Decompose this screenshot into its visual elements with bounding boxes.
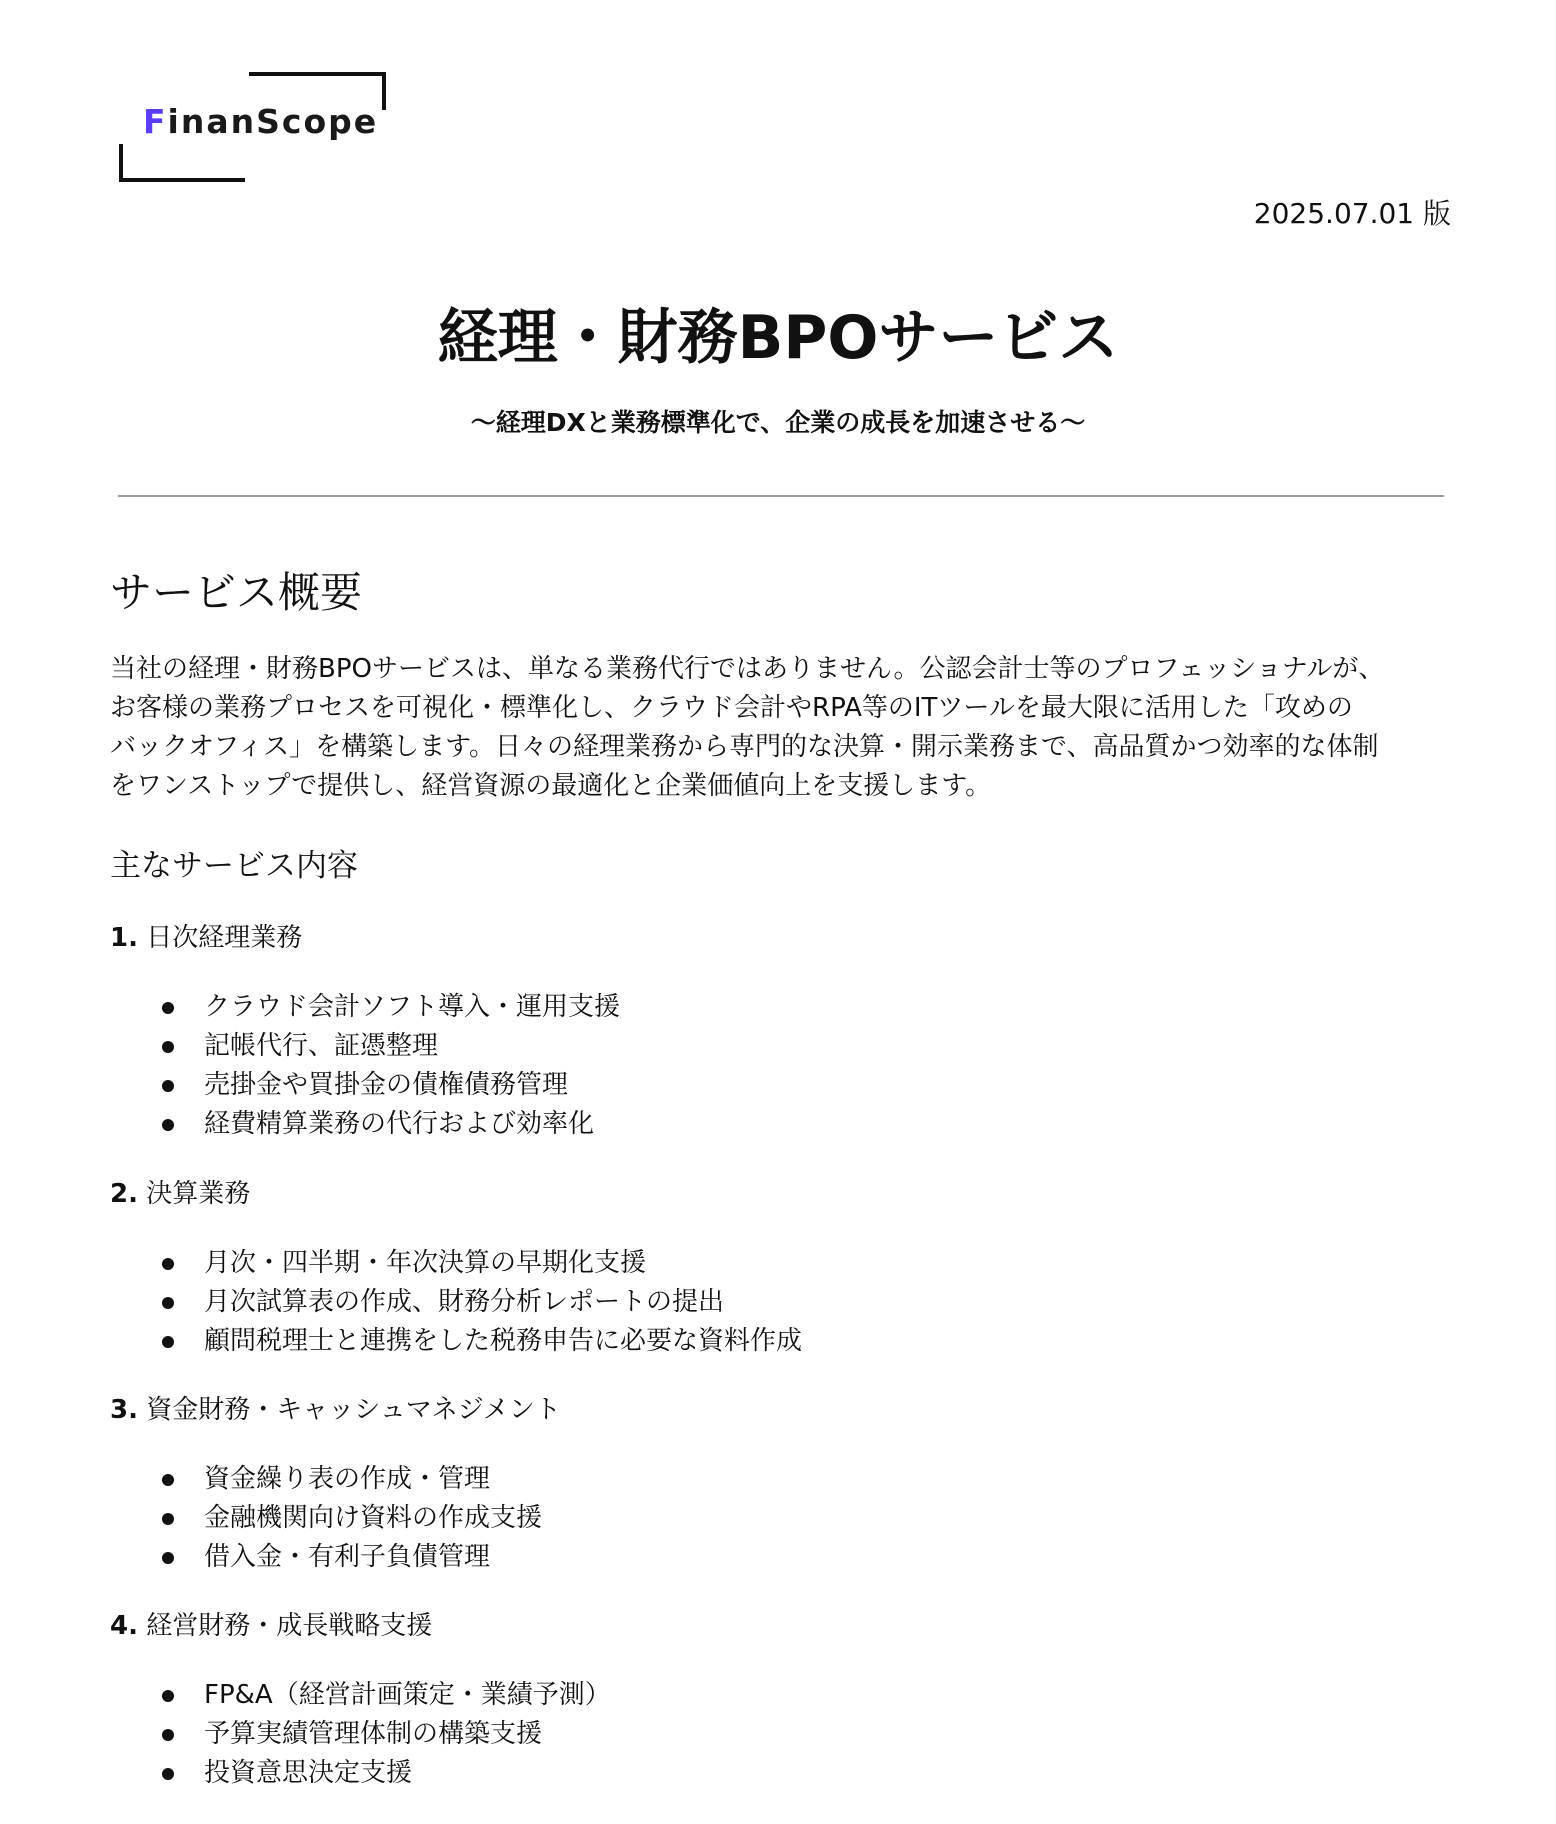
logo-accent-letter: F xyxy=(143,102,168,141)
service-group-growth-strategy xyxy=(110,1606,611,1793)
overview-heading: サービス概要 xyxy=(110,568,363,617)
list-item xyxy=(110,1244,802,1283)
service-group-title xyxy=(110,918,620,958)
bullet-icon xyxy=(162,1002,174,1014)
service-group-title xyxy=(110,1390,561,1430)
list-item xyxy=(110,1283,802,1322)
list-item-text: クラウド会計ソフト導入・運用支援 xyxy=(204,992,621,1022)
list-item xyxy=(110,1322,802,1361)
list-item-text: 月次試算表の作成、財務分析レポートの提出 xyxy=(204,1287,725,1317)
bullet-icon xyxy=(162,1297,174,1309)
overview-line: お客様の業務プロセスを可視化・標準化し、クラウド会計やRPA等のITツールを最大限に活用した「攻めの xyxy=(110,693,1353,723)
title-divider xyxy=(118,495,1444,497)
service-group-title xyxy=(110,1606,611,1646)
bullet-icon xyxy=(162,1258,174,1270)
list-item-text: 金融機関向け資料の作成支援 xyxy=(204,1503,543,1533)
service-group-cash-management xyxy=(110,1390,561,1577)
list-item xyxy=(110,988,620,1027)
service-group-closing xyxy=(110,1174,802,1361)
overview-paragraph xyxy=(110,650,1455,806)
logo-wordmark xyxy=(143,102,378,141)
bullet-icon xyxy=(162,1474,174,1486)
document-subtitle: 〜経理DXと業務標準化で、企業の成長を加速させる〜 xyxy=(470,408,1086,437)
overview-line: バックオフィス」を構築します。日々の経理業務から専門的な決算・開示業務まで、高品質かつ効率的な体制 xyxy=(110,732,1379,762)
overview-line: 当社の経理・財務BPOサービスは、単なる業務代行ではありません。公認会計士等のプロフェッショナルが、 xyxy=(110,654,1385,684)
list-item xyxy=(110,1676,611,1715)
service-group-label: 決算業務 xyxy=(146,1179,251,1209)
bullet-icon xyxy=(162,1729,174,1741)
service-group-title xyxy=(110,1174,802,1214)
logo-bracket-bottom-left xyxy=(119,144,245,182)
service-group-label: 日次経理業務 xyxy=(146,923,303,953)
service-item-list xyxy=(110,988,620,1144)
list-item xyxy=(110,1715,611,1754)
company-logo xyxy=(119,72,384,180)
list-item xyxy=(110,1754,611,1793)
service-item-list xyxy=(110,1676,611,1793)
logo-wordmark-rest: inanScope xyxy=(167,102,379,141)
service-group-number: 2. xyxy=(110,1179,138,1209)
list-item xyxy=(110,1066,620,1105)
bullet-icon xyxy=(162,1513,174,1525)
bullet-icon xyxy=(162,1080,174,1092)
service-group-number: 3. xyxy=(110,1395,138,1425)
list-item-text: 投資意思決定支援 xyxy=(204,1758,413,1788)
service-group-label: 資金財務・キャッシュマネジメント xyxy=(146,1395,561,1425)
bullet-icon xyxy=(162,1552,174,1564)
list-item xyxy=(110,1460,561,1499)
list-item-text: 借入金・有利子負債管理 xyxy=(204,1542,491,1572)
bullet-icon xyxy=(162,1336,174,1348)
list-item-text: 売掛金や買掛金の債権債務管理 xyxy=(204,1070,569,1100)
version-label: 2025.07.01 版 xyxy=(1253,197,1451,230)
document-title: 経理・財務BPOサービス xyxy=(437,303,1119,373)
service-item-list xyxy=(110,1244,802,1361)
list-item xyxy=(110,1499,561,1538)
bullet-icon xyxy=(162,1768,174,1780)
list-item-text: 経費精算業務の代行および効率化 xyxy=(204,1109,595,1139)
overview-line: をワンストップで提供し、経営資源の最適化と企業価値向上を支援します。 xyxy=(110,771,992,801)
service-group-label: 経営財務・成長戦略支援 xyxy=(146,1611,433,1641)
list-item-text: 記帳代行、証憑整理 xyxy=(204,1031,439,1061)
list-item-text: 予算実績管理体制の構築支援 xyxy=(204,1719,543,1749)
services-heading: 主なサービス内容 xyxy=(110,848,358,884)
bullet-icon xyxy=(162,1119,174,1131)
bullet-icon xyxy=(162,1690,174,1702)
list-item-text: 資金繰り表の作成・管理 xyxy=(204,1464,491,1494)
list-item-text: 月次・四半期・年次決算の早期化支援 xyxy=(204,1248,647,1278)
service-group-daily xyxy=(110,918,620,1144)
list-item xyxy=(110,1105,620,1144)
bullet-icon xyxy=(162,1041,174,1053)
list-item-text: 顧問税理士と連携をした税務申告に必要な資料作成 xyxy=(204,1326,803,1356)
list-item xyxy=(110,1027,620,1066)
list-item-text: FP&A（経営計画策定・業績予測） xyxy=(204,1680,611,1710)
service-item-list xyxy=(110,1460,561,1577)
service-group-number: 4. xyxy=(110,1611,138,1641)
list-item xyxy=(110,1538,561,1577)
service-group-number: 1. xyxy=(110,923,138,953)
